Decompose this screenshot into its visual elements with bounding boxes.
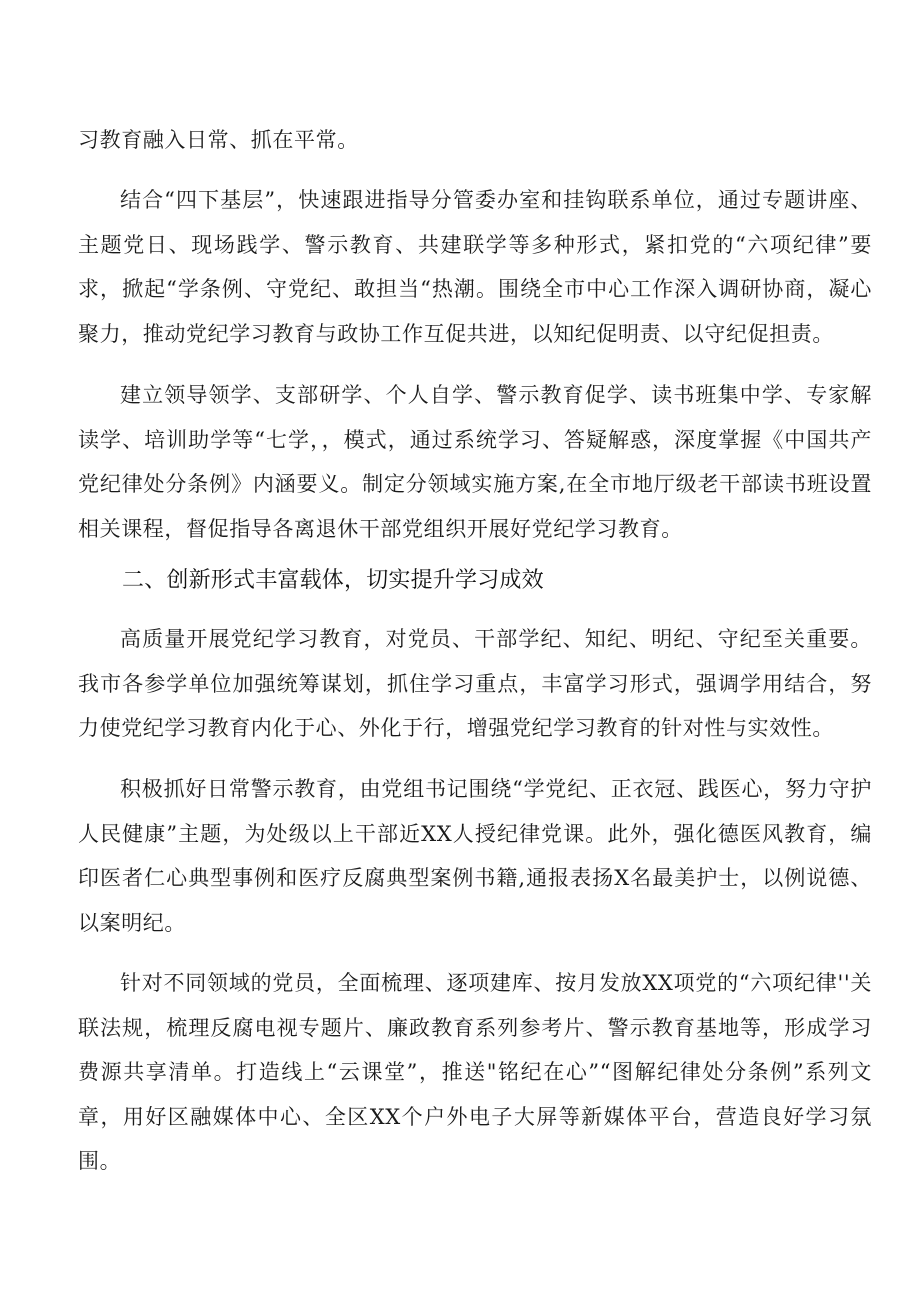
paragraph-high-quality: 高质量开展党纪学习教育，对党员、干部学纪、知纪、明纪、守纪至关重要。我市各参学单位加强统筹谋划，抓住学习重点，丰富学习形式，强调学用结合，努力使党纪学习教育内化于心、外化于行，增强党纪学习教育的针对性与实效性。 xyxy=(78,627,872,740)
paragraph-continuation: 习教育融入日常、抓在平常。 xyxy=(78,128,359,152)
paragraph-warning-education: 积极抓好日常警示教育，由党组书记围绕“学党纪、正衣冠、践医心，努力守护人民健康”主题，为处级以上干部近XX人授纪律党课。此外，强化德医风教育，编印医者仁心典型事例和医疗反腐典型案例书籍,通报表扬X名最美护士，以例说德、以案明纪。 xyxy=(78,777,872,935)
paragraph-seven-learnings: 建立领导领学、支部研学、个人自学、警示教育促学、读书班集中学、专家解读学、培训助学等“七学，，模式，通过系统学习、答疑解惑，深度掌握《中国共产党纪律处分条例》内涵要义。制定分领域实施方案,在全市地厅级老干部读书班设置相关课程，督促指导各离退休干部党组织开展好党纪学习教育。 xyxy=(78,383,872,541)
paragraph-resource-sharing: 针对不同领域的党员，全面梳理、逐项建库、按月发放XX项党的“六项纪律''关联法规，梳理反腐电视专题片、廉政教育系列参考片、警示教育基地等，形成学习费源共享清单。打造线上“云课堂”，推送"铭纪在心”“图解纪律处分条例”系列文章，用好区融媒体中心、全区XX个户外电子大屏等新媒体平台，营造良好学习氛围。 xyxy=(78,971,872,1173)
section-heading-two: 二、创新形式丰富载体，切实提升学习成效 xyxy=(122,568,544,593)
paragraph-four-grassroots: 结合“四下基层”，快速跟进指导分管委办室和挂钩联系单位，通过专题讲座、主题党日、现场践学、警示教育、共建联学等多种形式，紧扣党的“六项纪律”要求，掀起“学条例、守党纪、敢担当“热潮。围绕全市中心工作深入调研协商，凝心聚力，推动党纪学习教育与政协工作互促共进，以知纪促明责、以守纪促担责。 xyxy=(78,188,872,346)
